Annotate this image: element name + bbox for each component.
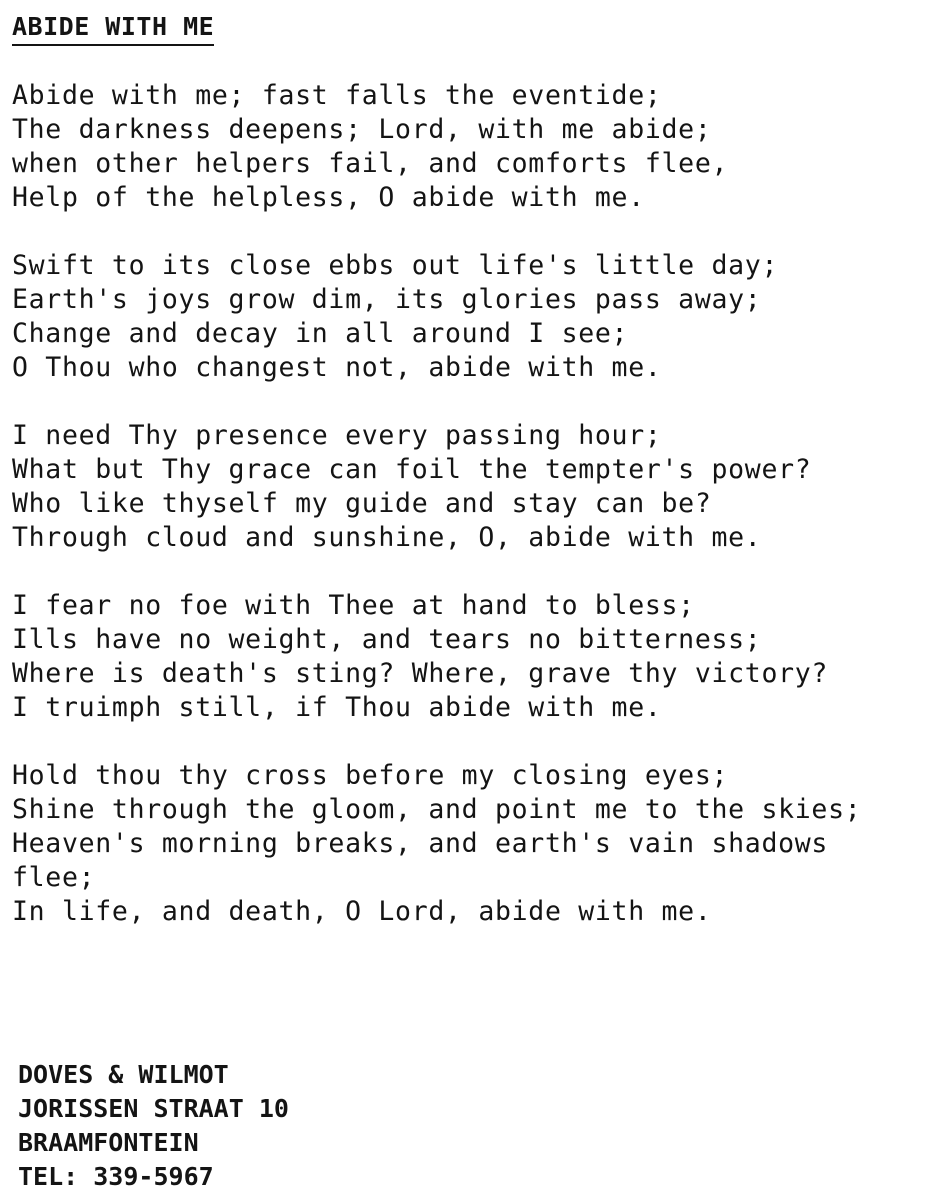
- verse-line: Abide with me; fast falls the eventide;: [12, 80, 662, 111]
- verses: [12, 79, 912, 963]
- verse-line: Swift to its close ebbs out life's little day;: [12, 250, 779, 281]
- verse-line: Who like thyself my guide and stay can be?: [12, 488, 712, 519]
- verse-line: I fear no foe with Thee at hand to bless;: [12, 590, 695, 621]
- verse-line: Ills have no weight, and tears no bitterness;: [12, 624, 762, 655]
- publisher-name: DOVES & WILMOT: [18, 1060, 229, 1089]
- verse-line: Shine through the gloom, and point me to the skies;: [12, 794, 862, 825]
- verse-line: What but Thy grace can foil the tempter's power?: [12, 454, 812, 485]
- verse-4: [12, 589, 912, 725]
- verse-line: O Thou who changest not, abide with me.: [12, 352, 662, 383]
- publisher-street: JORISSEN STRAAT 10: [18, 1094, 289, 1123]
- verse-5: [12, 759, 912, 929]
- verse-line: In life, and death, O Lord, abide with me.: [12, 896, 712, 927]
- verse-line: Where is death's sting? Where, grave thy victory?: [12, 658, 829, 689]
- verse-line: I truimph still, if Thou abide with me.: [12, 692, 662, 723]
- verse-line: when other helpers fail, and comforts flee,: [12, 148, 729, 179]
- verse-line: Earth's joys grow dim, its glories pass away;: [12, 284, 762, 315]
- verse-line: Through cloud and sunshine, O, abide with me.: [12, 522, 762, 553]
- verse-3: [12, 419, 912, 555]
- verse-line: Change and decay in all around I see;: [12, 318, 629, 349]
- publisher-city: BRAAMFONTEIN: [18, 1128, 199, 1157]
- verse-2: [12, 249, 912, 385]
- page-title: ABIDE WITH ME: [12, 10, 214, 46]
- verse-line: Hold thou thy cross before my closing eyes;: [12, 760, 729, 791]
- publisher-address: [18, 1058, 289, 1194]
- verse-line: I need Thy presence every passing hour;: [12, 420, 662, 451]
- verse-1: [12, 79, 912, 215]
- verse-line: The darkness deepens; Lord, with me abide;: [12, 114, 712, 145]
- publisher-phone: TEL: 339-5967: [18, 1162, 214, 1191]
- verse-line: Heaven's morning breaks, and earth's vain shadows flee;: [12, 828, 829, 893]
- verse-line: Help of the helpless, O abide with me.: [12, 182, 645, 213]
